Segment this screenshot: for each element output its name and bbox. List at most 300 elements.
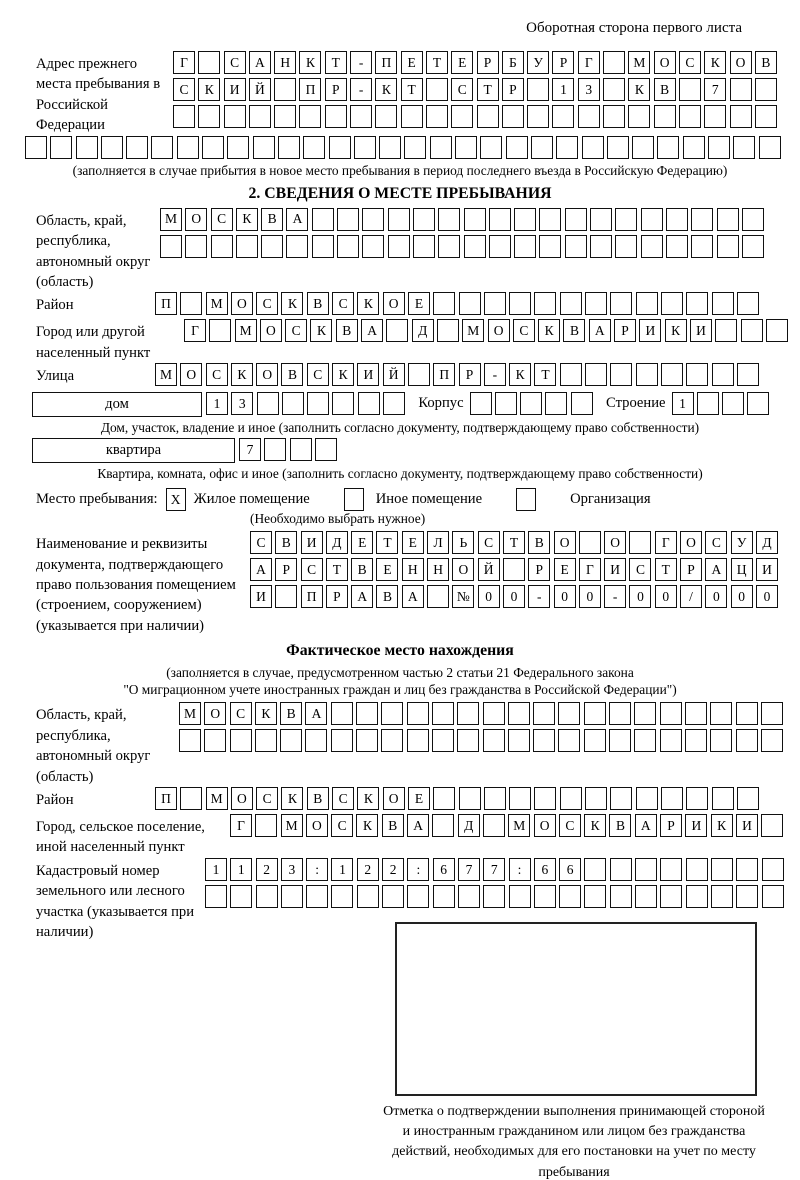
char-box [274, 105, 296, 128]
char-box [230, 885, 252, 908]
section2-title: 2. СВЕДЕНИЯ О МЕСТЕ ПРЕБЫВАНИЯ [248, 184, 552, 202]
char-box [274, 78, 296, 101]
char-box: К [665, 319, 687, 342]
char-box [733, 136, 755, 159]
char-box [508, 729, 530, 752]
char-box: - [350, 78, 372, 101]
char-box [484, 787, 506, 810]
char-box [249, 105, 271, 128]
char-box [255, 729, 277, 752]
char-box [578, 105, 600, 128]
char-box [483, 885, 505, 908]
char-box: 7 [239, 438, 261, 461]
char-box: К [584, 814, 606, 837]
char-box [584, 729, 606, 752]
char-box [358, 392, 380, 415]
char-box [299, 105, 321, 128]
char-box: С [307, 363, 329, 386]
char-box [180, 787, 202, 810]
prev-address-block [36, 51, 800, 136]
char-box [609, 702, 631, 725]
char-box [407, 729, 429, 752]
char-box: Г [578, 51, 600, 74]
char-box [634, 729, 656, 752]
char-box: О [488, 319, 510, 342]
char-box [539, 208, 561, 231]
char-box [584, 702, 606, 725]
char-box [660, 858, 682, 881]
char-box [278, 136, 300, 159]
char-box [737, 787, 759, 810]
char-box: В [609, 814, 631, 837]
char-box: Р [680, 558, 702, 581]
char-box [315, 438, 337, 461]
char-box [379, 136, 401, 159]
char-row [672, 392, 773, 415]
organizaciya-option-label: Организация [570, 491, 651, 508]
char-box: О [654, 51, 676, 74]
char-box: Т [534, 363, 556, 386]
char-box: О [680, 531, 702, 554]
char-box: У [731, 531, 753, 554]
char-box [761, 702, 783, 725]
char-box [603, 78, 625, 101]
char-box [357, 885, 379, 908]
char-row [173, 78, 780, 101]
char-box [582, 136, 604, 159]
char-box [185, 235, 207, 258]
char-box [388, 208, 410, 231]
char-box: М [235, 319, 257, 342]
char-box [255, 814, 277, 837]
char-box: К [704, 51, 726, 74]
char-box [312, 208, 334, 231]
char-box: Г [655, 531, 677, 554]
char-box: А [305, 702, 327, 725]
char-box [531, 136, 553, 159]
char-box [280, 729, 302, 752]
char-box [362, 235, 384, 258]
char-box: М [206, 787, 228, 810]
char-box: 0 [731, 585, 753, 608]
char-box: К [538, 319, 560, 342]
char-box: В [351, 558, 373, 581]
char-box: И [736, 814, 758, 837]
char-box [579, 531, 601, 554]
char-row [155, 363, 762, 386]
char-box: С [451, 78, 473, 101]
char-box: П [375, 51, 397, 74]
char-box: - [604, 585, 626, 608]
char-box: 0 [629, 585, 651, 608]
char-box: К [310, 319, 332, 342]
char-box: 7 [704, 78, 726, 101]
char-box: К [198, 78, 220, 101]
char-box: Д [326, 531, 348, 554]
char-box: Н [402, 558, 424, 581]
char-box: Р [502, 78, 524, 101]
char-box [427, 585, 449, 608]
char-box: 1 [206, 392, 228, 415]
char-box: В [528, 531, 550, 554]
dom-line [32, 392, 800, 419]
char-box: Т [503, 531, 525, 554]
char-box [552, 105, 574, 128]
char-box: И [357, 363, 379, 386]
char-box [610, 858, 632, 881]
char-box [211, 235, 233, 258]
char-box [151, 136, 173, 159]
char-box [636, 292, 658, 315]
char-box: С [211, 208, 233, 231]
char-box [275, 585, 297, 608]
char-box: О [180, 363, 202, 386]
kadastr-label: Кадастровый номер земельного или лесного участка (указывается при наличии) [36, 862, 195, 941]
char-box [350, 105, 372, 128]
char-row [179, 729, 786, 752]
char-box [198, 51, 220, 74]
char-box: 7 [458, 858, 480, 881]
char-box: 0 [705, 585, 727, 608]
char-box [433, 787, 455, 810]
char-box [691, 235, 713, 258]
zhiloe-option-label: Жилое помещение [193, 491, 310, 508]
char-box [761, 814, 783, 837]
char-box [610, 885, 632, 908]
char-box [534, 885, 556, 908]
char-box [337, 208, 359, 231]
char-box: А [351, 585, 373, 608]
char-box: 7 [483, 858, 505, 881]
char-box: И [604, 558, 626, 581]
char-box: С [256, 787, 278, 810]
char-box: С [559, 814, 581, 837]
char-row [205, 858, 787, 881]
char-box [704, 105, 726, 128]
char-box: К [711, 814, 733, 837]
char-box [686, 885, 708, 908]
raion3-label: Район [36, 792, 74, 809]
char-box: П [433, 363, 455, 386]
char-box [459, 292, 481, 315]
char-box [489, 208, 511, 231]
char-box: Ц [731, 558, 753, 581]
char-box: А [589, 319, 611, 342]
char-box [736, 702, 758, 725]
char-box: И [690, 319, 712, 342]
char-box: К [628, 78, 650, 101]
char-box [710, 729, 732, 752]
char-box [730, 78, 752, 101]
char-box: Л [427, 531, 449, 554]
char-box: К [281, 292, 303, 315]
char-box: В [281, 363, 303, 386]
char-box [527, 105, 549, 128]
char-box: Д [458, 814, 480, 837]
char-box [761, 729, 783, 752]
char-box [590, 235, 612, 258]
char-box [489, 235, 511, 258]
char-box [615, 235, 637, 258]
korpus-label: Корпус [418, 395, 464, 412]
char-box [558, 702, 580, 725]
char-box: Й [249, 78, 271, 101]
char-box: М [206, 292, 228, 315]
char-box: Т [376, 531, 398, 554]
char-box [332, 392, 354, 415]
kvartira-line [32, 438, 800, 465]
char-box [629, 531, 651, 554]
char-box: В [261, 208, 283, 231]
char-box: К [375, 78, 397, 101]
stroenie-label: Строение [606, 395, 666, 412]
char-box [679, 78, 701, 101]
confirmation-stamp-box [395, 922, 757, 1096]
char-box [742, 208, 764, 231]
char-box [615, 208, 637, 231]
char-box: П [155, 787, 177, 810]
char-box [565, 235, 587, 258]
char-box [737, 292, 759, 315]
char-box: Р [459, 363, 481, 386]
char-box [484, 292, 506, 315]
char-box: Й [383, 363, 405, 386]
char-box: Т [477, 78, 499, 101]
char-box: М [281, 814, 303, 837]
char-box: : [407, 858, 429, 881]
oblast3-rows [179, 702, 786, 756]
char-row [230, 814, 787, 837]
char-box [50, 136, 72, 159]
char-box [635, 885, 657, 908]
page-side-note: Оборотная сторона первого листа [526, 20, 742, 36]
char-box: 2 [357, 858, 379, 881]
char-box: № [452, 585, 474, 608]
char-box [571, 392, 593, 415]
char-box: 0 [756, 585, 778, 608]
char-box [755, 78, 777, 101]
char-box: А [249, 51, 271, 74]
char-box [375, 105, 397, 128]
char-box: Д [756, 531, 778, 554]
char-box: 1 [672, 392, 694, 415]
char-box: С [332, 787, 354, 810]
char-box [381, 702, 403, 725]
char-box: С [224, 51, 246, 74]
gorod3-label: Город, сельское поселение, иной населенный пункт [36, 819, 205, 856]
char-box [204, 729, 226, 752]
char-box [641, 235, 663, 258]
char-box [282, 392, 304, 415]
char-box: В [307, 787, 329, 810]
char-box [303, 136, 325, 159]
char-box [632, 136, 654, 159]
char-row [155, 787, 762, 810]
char-box [459, 787, 481, 810]
char-row [470, 392, 596, 415]
char-box [477, 105, 499, 128]
char-box: О [204, 702, 226, 725]
char-box [697, 392, 719, 415]
char-box [388, 235, 410, 258]
char-box [717, 208, 739, 231]
char-box [470, 392, 492, 415]
char-box: - [484, 363, 506, 386]
char-box: С [206, 363, 228, 386]
char-box [433, 292, 455, 315]
char-box [329, 136, 351, 159]
char-box [230, 729, 252, 752]
char-box: Б [502, 51, 524, 74]
char-box [686, 363, 708, 386]
char-box [438, 208, 460, 231]
char-box [325, 105, 347, 128]
char-box: М [628, 51, 650, 74]
raion-label: Район [36, 297, 74, 314]
char-box [660, 729, 682, 752]
char-box: А [635, 814, 657, 837]
char-box [759, 136, 781, 159]
char-box: Е [554, 558, 576, 581]
char-box: Е [376, 558, 398, 581]
char-box [76, 136, 98, 159]
gorod3-block [36, 814, 800, 858]
char-box [426, 105, 448, 128]
char-box: С [256, 292, 278, 315]
char-box [202, 136, 224, 159]
char-box [534, 787, 556, 810]
char-box: 2 [256, 858, 278, 881]
char-box [386, 319, 408, 342]
char-box: В [755, 51, 777, 74]
char-box: С [478, 531, 500, 554]
char-box: : [306, 858, 328, 881]
char-box: Й [478, 558, 500, 581]
char-box [533, 729, 555, 752]
char-row [239, 438, 340, 461]
char-box: Е [402, 531, 424, 554]
char-box [209, 319, 231, 342]
char-box [257, 392, 279, 415]
char-box: П [299, 78, 321, 101]
char-box: К [236, 208, 258, 231]
char-box [502, 105, 524, 128]
char-box [628, 105, 650, 128]
char-box [560, 292, 582, 315]
char-box [691, 208, 713, 231]
char-box: Р [326, 585, 348, 608]
char-box [545, 392, 567, 415]
char-box [483, 729, 505, 752]
char-box: В [654, 78, 676, 101]
char-box [480, 136, 502, 159]
char-box [236, 235, 258, 258]
char-box: - [350, 51, 372, 74]
char-box: Р [477, 51, 499, 74]
char-box [742, 235, 764, 258]
doc-label: Наименование и реквизиты документа, подтверждающего право пользования помещением (строением, сооружением) (указывается при наличии) [36, 536, 236, 634]
char-box [331, 702, 353, 725]
char-box: В [376, 585, 398, 608]
char-box [636, 363, 658, 386]
char-box: Р [325, 78, 347, 101]
char-box [173, 105, 195, 128]
char-box: В [280, 702, 302, 725]
char-box: Е [408, 787, 430, 810]
char-box [539, 235, 561, 258]
char-row [250, 585, 781, 608]
char-box: А [407, 814, 429, 837]
char-box: О [306, 814, 328, 837]
char-box: У [527, 51, 549, 74]
section3-caption-2: "О миграционном учете иностранных граждан и лиц без гражданства в Российской Федерации") [123, 682, 677, 698]
dom-caption: Дом, участок, владение и иное (заполнить согласно документу, подтверждающему право собственности) [100, 420, 700, 436]
char-box: Е [351, 531, 373, 554]
char-box [708, 136, 730, 159]
dom-field-box: дом [32, 392, 202, 417]
char-box: С [173, 78, 195, 101]
char-box [722, 392, 744, 415]
char-box [437, 319, 459, 342]
char-box [514, 235, 536, 258]
kvartira-field-box: квартира [32, 438, 235, 463]
char-box: 3 [281, 858, 303, 881]
char-box: С [705, 531, 727, 554]
char-box: К [357, 292, 379, 315]
char-box [509, 787, 531, 810]
char-box: О [231, 787, 253, 810]
prev-address-rows [173, 51, 780, 132]
char-box [585, 363, 607, 386]
raion3-block [36, 787, 800, 814]
char-box [356, 702, 378, 725]
char-box [25, 136, 47, 159]
char-box: 1 [552, 78, 574, 101]
char-box: Г [230, 814, 252, 837]
raion-block [36, 292, 800, 319]
char-box: 3 [231, 392, 253, 415]
char-row [173, 51, 780, 74]
char-box [683, 136, 705, 159]
char-row [173, 105, 780, 128]
char-box: О [604, 531, 626, 554]
char-box: 6 [559, 858, 581, 881]
char-box: И [250, 585, 272, 608]
char-box: О [534, 814, 556, 837]
char-box: С [679, 51, 701, 74]
oblast-label: Область, край, республика, автономный округ (область) [36, 212, 151, 290]
doc-block [36, 531, 800, 636]
char-box [603, 105, 625, 128]
char-box: О [383, 787, 405, 810]
prev-address-label: Адрес прежнего места пребывания в Российской Федерации [36, 56, 161, 134]
char-box: Н [427, 558, 449, 581]
char-box: Т [326, 558, 348, 581]
char-box: Г [579, 558, 601, 581]
char-box: 1 [230, 858, 252, 881]
char-box: В [563, 319, 585, 342]
char-box [426, 78, 448, 101]
char-box [565, 208, 587, 231]
char-box [455, 136, 477, 159]
char-box [747, 392, 769, 415]
char-box: В [307, 292, 329, 315]
char-box: 1 [331, 858, 353, 881]
mesto-label: Место пребывания: [36, 491, 158, 508]
mesto-prebyvaniya-row [36, 488, 800, 511]
char-box [261, 235, 283, 258]
char-box [438, 235, 460, 258]
